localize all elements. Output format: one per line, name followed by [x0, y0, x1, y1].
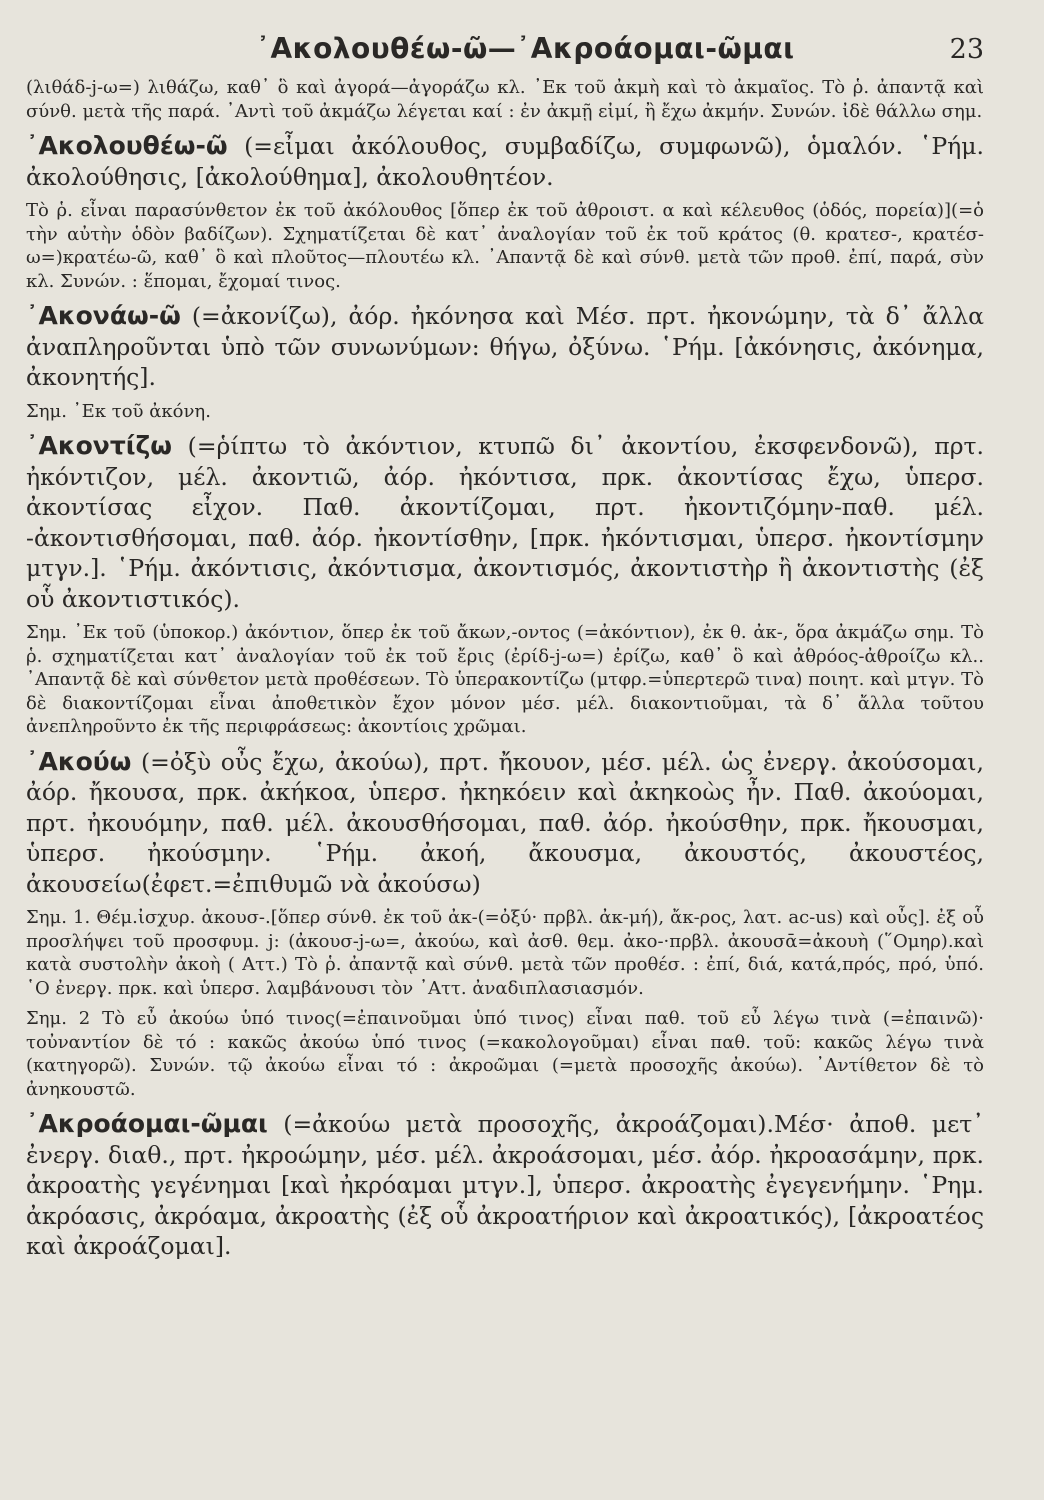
running-title: ᾿Ακολουθέω-ῶ—᾿Ακροάομαι-ῶμαι [256, 32, 795, 65]
entry-akonao: ᾿Ακονάω-ῶ (=ἀκονίζω), ἀόρ. ἠκόνησα καὶ Μέσ. πρτ. ἠκονώμην, τὰ δ᾿ ἄλλα ἀναπληροῦνται ὑπὸ τῶν συνωνύμων: θήγω, ὀξύνω. ῾Ρήμ. [ἀκόνησις, ἀκόνημα, ἀκονητής]. [26, 301, 984, 391]
page-header [26, 28, 984, 76]
page-number: 23 [949, 34, 984, 65]
entry-akouo: ᾿Ακούω (=ὀξὺ οὖς ἔχω, ἀκούω), πρτ. ἤκουον, μέσ. μέλ. ὡς ἐνεργ. ἀκούσομαι, ἀόρ. ἤκουσα, πρκ. ἀκήκοα, ὑπερσ. ἠκηκόειν καὶ ἀκηκοὼς ἦν. Παθ. ἀκούομαι, πρτ. ἠκουόμην, παθ. μέλ. ἀκουσθήσομαι, παθ. ἀόρ. ἠκούσθην, πρκ. ἤκουσμαι, ὑπερσ. ἠκούσμην. ῾Ρήμ. ἀκοή, ἄκουσμα, ἀκουστός, ἀκουστέος, ἀκουσείω(ἐφετ.=ἐπιθυμῶ νὰ ἀκούσω) [26, 746, 984, 898]
note-akouo-1: Σημ. 1. Θέμ.ἰσχυρ. ἀκουσ-.[ὅπερ σύνθ. ἐκ τοῦ ἀκ-(=ὀξύ· πρβλ. ἀκ-μή), ἄκ-ρος, λατ. ac-us) καὶ οὖς]. ἐξ οὗ προσλήψει τοῦ προσφυμ. j: (ἀκουσ-j-ω=, ἀκούω, καὶ ἀσθ. θεμ. ἀκο-·πρβλ. ἀκουσᾱ=ἀκουὴ (῞Ομηρ).καὶ κατὰ συστολὴν ἀκοὴ ( Αττ.) Τὸ ῥ. ἀπαντᾷ καὶ σύνθ. μετὰ τῶν προθέσ. : ἐπί, διά, κατά,πρός, πρό, ὑπό. ῾Ο ἐνεργ. πρκ. καὶ ὑπερσ. λαμβάνουσι τὸν ᾿Αττ. ἀναδιπλασιασμόν. [26, 907, 984, 999]
headword: ᾿Ακούω [26, 746, 132, 776]
headword: ᾿Ακονάω-ῶ [26, 301, 181, 330]
note-akouo-2: Σημ. 2 Τὸ εὖ ἀκούω ὑπό τινος(=ἐπαινοῦμαι ὑπό τινος) εἶναι παθ. τοῦ εὖ λέγω τινὰ (=ἐπαινῶ)· τοὐναντίον δὲ τό : κακῶς ἀκούω ὑπό τινος (=κακολογοῦμαι) εἶναι παθ. τοῦ: κακῶς λέγω τινὰ (κατηγορῶ). Συνών. τῷ ἀκούω εἶναι τό : ἀκροῶμαι (=μετὰ προσοχῆς ἀκούω). ᾿Αντίθετον δὲ τὸ ἀνηκουστῶ. [26, 1008, 984, 1100]
note-akmazo-continuation: (λιθάδ-j-ω=) λιθάζω, καθ᾿ ὃ καὶ ἀγορά—ἀγοράζω κλ. ᾿Εκ τοῦ ἀκμὴ καὶ τὸ ἀκμαῖος. Τὸ ῥ. ἀπαντᾷ καὶ σύνθ. μετὰ τῆς παρά. ᾿Αντὶ τοῦ ἀκμάζω λέγεται καί : ἐν ἀκμῇ εἰμί, ἢ ἔχω ἀκμήν. Συνών. ἰδὲ θάλλω σημ. [26, 77, 984, 122]
note-akontizo: Σημ. ᾿Εκ τοῦ (ὑποκορ.) ἀκόντιον, ὅπερ ἐκ τοῦ ἄκων,-οντος (=ἀκόντιον), ἐκ θ. ἀκ-, ὅρα ἀκμάζω σημ. Τὸ ῥ. σχηματίζεται κατ᾿ ἀναλογίαν τοῦ ἐκ τοῦ ἔρις (ἐρίδ-j-ω=) ἐρίζω, καθ᾿ ὃ καὶ ἀθρόος-ἀθροίζω κλ.. ᾿Απαντᾷ δὲ καὶ σύνθετον μετὰ προθέσεων. Τὸ ὑπερακοντίζω (μτφρ.=ὑπερτερῶ τινα) ποιητ. καὶ μτγν. Τὸ δὲ διακοντίζομαι εἶναι ἀποθετικὸν ἔχον μόνον μέσ. μέλ. διακοντιοῦμαι, τὰ δ᾿ ἄλλα τοῦτου ἀνεπληροῦντο ἐκ τῆς περιφράσεως: ἀκοντίοις χρῶμαι. [26, 622, 984, 737]
headword: ᾿Ακροάομαι-ῶμαι [26, 1109, 268, 1138]
entry-akroaomai: ᾿Ακροάομαι-ῶμαι (=ἀκούω μετὰ προσοχῆς, ἀκροάζομαι).Μέσ· ἀποθ. μετ᾿ ἐνεργ. διαθ., πρτ. ἠκροώμην, μέσ. μέλ. ἀκροάσομαι, μέσ. ἀόρ. ἠκροασάμην, πρκ. ἀκροατὴς γεγένημαι [καὶ ἠκρόαμαι μτγν.], ὑπερσ. ἀκροατὴς ἐγεγενήμην. ῾Ρημ. ἀκρόασις, ἀκρόαμα, ἀκροατὴς (ἐξ οὗ ἀκροατήριον καὶ ἀκροατικός), [ἀκροατέος καὶ ἀκροάζομαι]. [26, 1109, 984, 1260]
entry-akoloutheo: ᾿Ακολουθέω-ῶ (=εἶμαι ἀκόλουθος, συμβαδίζω, συμφωνῶ), ὁμαλόν. ῾Ρήμ. ἀκολούθησις, [ἀκολούθημα], ἀκολουθητέον. [26, 131, 984, 191]
headword: ᾿Ακοντίζω [26, 431, 173, 460]
entry-akontizo: ᾿Ακοντίζω (=ῥίπτω τὸ ἀκόντιον, κτυπῶ δι᾿ ἀκοντίου, ἐκσφενδονῶ), πρτ. ἠκόντιζον, μέλ. ἀκοντιῶ, ἀόρ. ἠκόντισα, πρκ. ἀκοντίσας ἔχω, ὑπερσ. ἀκοντίσας εἶχον. Παθ. ἀκοντίζομαι, πρτ. ἠκοντιζόμην-παθ. μέλ. -ἀκοντισθήσομαι, παθ. ἀόρ. ἠκοντίσθην, [πρκ. ἠκόντισμαι, ὑπερσ. ἠκοντίσμην μτγν.]. ῾Ρήμ. ἀκόντισις, ἀκόντισμα, ἀκοντισμός, ἀκοντιστὴρ ἢ ἀκοντιστὴς (ἐξ οὗ ἀκοντιστικός). [26, 431, 984, 613]
note-akoloutheo: Τὸ ῥ. εἶναι παρασύνθετον ἐκ τοῦ ἀκόλουθος [ὅπερ ἐκ τοῦ ἀθροιστ. α καὶ κέλευθος (ὁδός, πορεία)](=ὁ τὴν αὐτὴν ὁδὸν βαδίζων). Σχηματίζεται δὲ κατ᾿ ἀναλογίαν τοῦ ἐκ τοῦ κράτος (θ. κρατεσ-, κρατέσ-ω=)κρατέω-ῶ, καθ᾿ ὃ καὶ πλοῦτος—πλουτέω κλ. ᾿Απαντᾷ δὲ καὶ σύνθ. μετὰ τῶν προθ. ἐπί, παρά, σὺν κλ. Συνών. : ἕπομαι, ἔχομαί τινος. [26, 200, 984, 292]
note-akonao: Σημ. ᾿Εκ τοῦ ἀκόνη. [26, 400, 211, 422]
headword: ᾿Ακολουθέω-ῶ [26, 131, 228, 160]
